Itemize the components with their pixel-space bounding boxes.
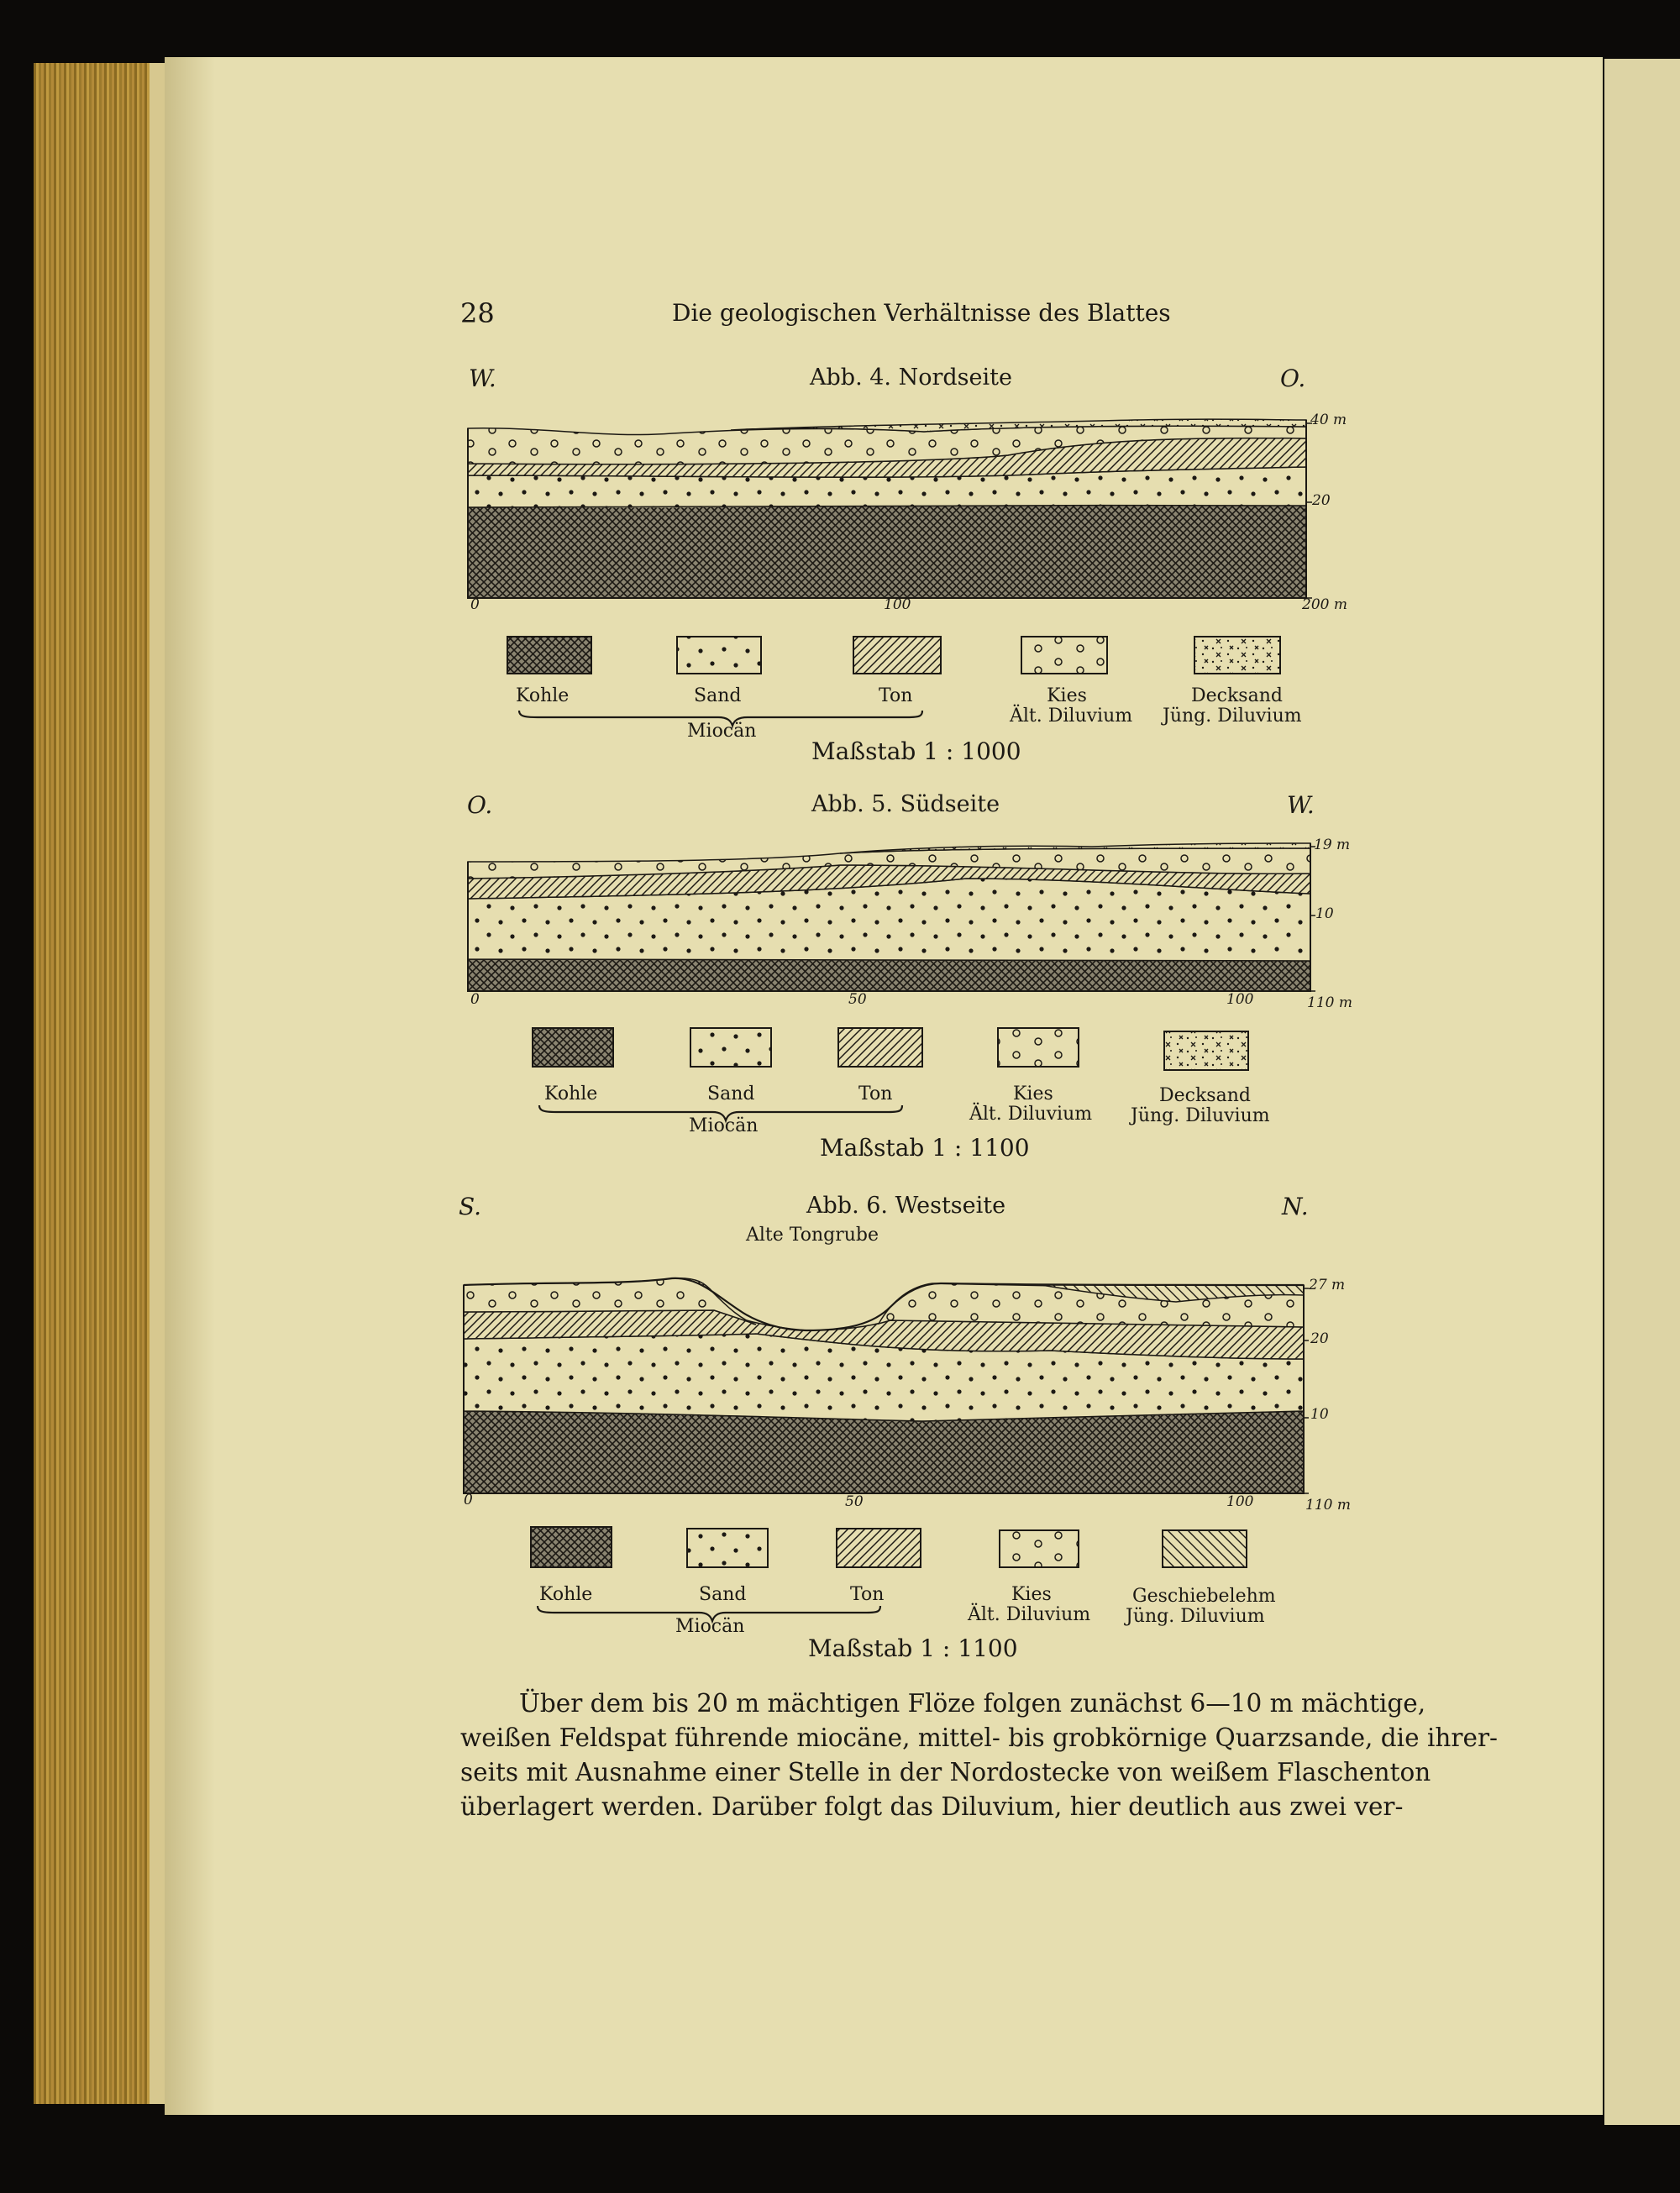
body-paragraph bbox=[460, 1687, 1499, 1824]
fig6-title: Abb. 6. Westseite bbox=[806, 1193, 1006, 1219]
fig4-legend-kies-swatch bbox=[1021, 637, 1107, 674]
fig5-layer-kohle bbox=[468, 959, 1310, 991]
fig4-distance-200: 200 m bbox=[1302, 596, 1347, 613]
fig6-legend-kies-label: Kies bbox=[1011, 1584, 1052, 1605]
fig4-cross-section bbox=[468, 419, 1312, 598]
body-line-1: Über dem bis 20 m mächtigen Flöze folgen zunächst 6—10 m mächtige, bbox=[519, 1689, 1426, 1718]
fig4-legend-sand-label: Sand bbox=[694, 685, 742, 706]
fig5-legend-kies-sub: Ält. Diluvium bbox=[969, 1104, 1093, 1125]
fig5-legend-ton-label: Ton bbox=[858, 1083, 893, 1104]
fig6-legend-ton-label: Ton bbox=[850, 1584, 885, 1605]
fig6-distance-0: 0 bbox=[464, 1492, 473, 1508]
fig4-right-direction: O. bbox=[1280, 365, 1306, 392]
fig5-distance-100: 100 bbox=[1226, 991, 1254, 1008]
fig4-distance-0: 0 bbox=[470, 596, 480, 613]
fig6-subtitle: Alte Tongrube bbox=[746, 1225, 879, 1246]
fig5-legend-decksand-swatch bbox=[1164, 1031, 1248, 1070]
fig4-layer-kohle bbox=[468, 506, 1306, 598]
body-line-2: weißen Feldspat führende miocäne, mittel- bis grobkörnige Quarzsande, die ihrer- bbox=[460, 1723, 1499, 1752]
fig4-legend-sand-swatch bbox=[677, 637, 761, 674]
fig4-miocaen-label: Miocän bbox=[687, 721, 757, 742]
fig5-legend-sand-label: Sand bbox=[707, 1083, 755, 1104]
fig4-elevation-top: 40 m bbox=[1310, 412, 1347, 428]
fig4-legend-decksand-sub: Jüng. Diluvium bbox=[1163, 706, 1302, 727]
fig6-legend-kies-swatch bbox=[1000, 1530, 1079, 1567]
fig6-right-direction: N. bbox=[1282, 1193, 1309, 1220]
fig4-legend-ton-swatch bbox=[853, 637, 941, 674]
fig4-distance-100: 100 bbox=[884, 596, 911, 613]
fig6-legend-kies-sub: Ält. Diluvium bbox=[968, 1604, 1091, 1625]
fig6-elevation-20: 20 bbox=[1310, 1330, 1329, 1347]
body-line-4: überlagert werden. Darüber folgt das Diluvium, hier deutlich aus zwei ver- bbox=[460, 1792, 1404, 1821]
fig6-left-direction: S. bbox=[459, 1193, 482, 1220]
fig6-legend-kohle-swatch bbox=[531, 1527, 612, 1567]
page-number: 28 bbox=[460, 297, 495, 329]
fig4-legend-kohle-swatch bbox=[507, 637, 591, 674]
fig4-scale: Maßstab 1 : 1000 bbox=[811, 737, 1021, 765]
fig5-miocaen-label: Miocän bbox=[689, 1115, 759, 1136]
fig6-legend-geschiebelehm-label: Geschiebelehm bbox=[1132, 1586, 1276, 1607]
running-title: Die geologischen Verhältnisse des Blattes bbox=[672, 299, 1171, 327]
fig5-legend-ton-swatch bbox=[838, 1028, 922, 1067]
fig5-right-direction: W. bbox=[1287, 791, 1315, 819]
fig6-elevation-top: 27 m bbox=[1309, 1277, 1346, 1293]
fig6-legend-sand-label: Sand bbox=[699, 1584, 747, 1605]
fig5-cross-section bbox=[468, 843, 1315, 991]
fig6-distance-100: 100 bbox=[1226, 1493, 1254, 1510]
fig6-elevation-10: 10 bbox=[1310, 1406, 1329, 1423]
fig4-left-direction: W. bbox=[469, 365, 496, 392]
fig5-legend-kies-label: Kies bbox=[1013, 1083, 1053, 1104]
fig5-legend-kies-swatch bbox=[998, 1028, 1079, 1067]
fig4-legend-ton-label: Ton bbox=[879, 685, 913, 706]
fig6-distance-110: 110 m bbox=[1305, 1497, 1351, 1514]
fig5-distance-50: 50 bbox=[848, 991, 867, 1008]
fig6-legend-kohle-label: Kohle bbox=[539, 1584, 593, 1605]
fig5-legend-decksand-label: Decksand bbox=[1159, 1085, 1251, 1106]
fig6-legend-sand-swatch bbox=[687, 1529, 768, 1567]
fig6-legend-geschiebelehm-sub: Jüng. Diluvium bbox=[1126, 1606, 1265, 1627]
fig4-legend-decksand-swatch bbox=[1194, 637, 1280, 674]
fig5-left-direction: O. bbox=[467, 791, 493, 819]
fig6-distance-50: 50 bbox=[845, 1493, 864, 1510]
fig4-legend-kies-sub: Ält. Diluvium bbox=[1010, 706, 1133, 727]
fig5-legend-decksand-sub: Jüng. Diluvium bbox=[1131, 1105, 1270, 1126]
fig4-legend-kies-label: Kies bbox=[1047, 685, 1087, 706]
fig5-title: Abb. 5. Südseite bbox=[811, 791, 1000, 817]
fig5-legend-kohle-swatch bbox=[533, 1028, 613, 1067]
fig6-legend-geschiebelehm-swatch bbox=[1163, 1530, 1247, 1567]
fig5-elevation-mid: 10 bbox=[1315, 905, 1334, 922]
fig5-legend-sand-swatch bbox=[690, 1028, 771, 1067]
fig6-legend-ton-swatch bbox=[837, 1529, 921, 1567]
fig4-elevation-mid: 20 bbox=[1312, 492, 1331, 509]
fig4-legend-kohle-label: Kohle bbox=[516, 685, 570, 706]
fig5-scale: Maßstab 1 : 1100 bbox=[820, 1134, 1030, 1162]
fig6-scale: Maßstab 1 : 1100 bbox=[808, 1634, 1018, 1662]
fig5-distance-0: 0 bbox=[470, 991, 480, 1008]
fig6-cross-section bbox=[464, 1278, 1309, 1493]
fig6-miocaen-label: Miocän bbox=[675, 1616, 745, 1637]
fig6-layer-kohle bbox=[464, 1411, 1304, 1493]
fig5-legend-kohle-label: Kohle bbox=[544, 1083, 598, 1104]
fig5-elevation-top: 19 m bbox=[1314, 837, 1351, 853]
fig4-title: Abb. 4. Nordseite bbox=[810, 365, 1012, 391]
fig4-legend-decksand-label: Decksand bbox=[1191, 685, 1283, 706]
fig5-distance-110: 110 m bbox=[1307, 994, 1352, 1011]
body-line-3: seits mit Ausnahme einer Stelle in der Nordostecke von weißem Flaschenton bbox=[460, 1758, 1431, 1786]
